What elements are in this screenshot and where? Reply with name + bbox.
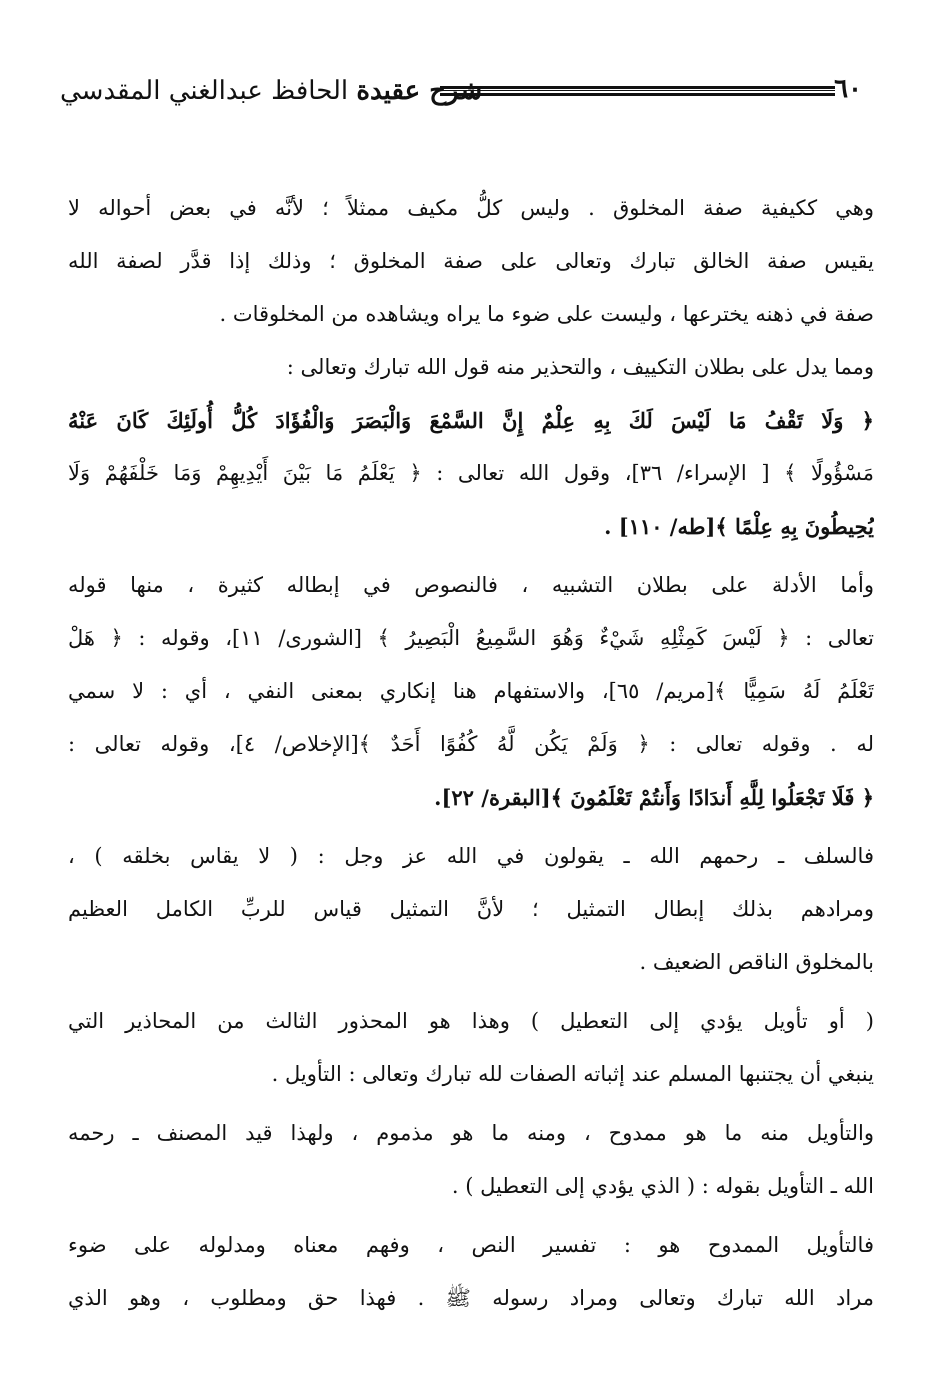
text-line: مَسْؤُولًا ﴾ [ الإسراء/ ٣٦]، وقول الله تعالى : ﴿ يَعْلَمُ مَا بَيْنَ أَيْدِيهِمْ وَمَا خَلْفَهُمْ وَلَا (68, 461, 874, 485)
text-line: تَعْلَمُ لَهُ سَمِيًّا ﴾[مريم/ ٦٥]، والاستفهام هنا إنكاري بمعنى النفي ، أي : لا سمي (68, 679, 874, 703)
paragraph (68, 830, 874, 989)
paragraph (68, 341, 874, 553)
text-line: تعالى : ﴿ لَيْسَ كَمِثْلِهِ شَيْءٌ وَهُوَ السَّمِيعُ الْبَصِيرُ ﴾ [الشورى/ ١١]، وقوله : ﴿ هَلْ (68, 626, 874, 650)
text-line: وهي ككيفية صفة المخلوق . وليس كلُّ مكيف ممثلاً ؛ لأنَّه في بعض أحواله لا (68, 196, 874, 220)
text-line: ينبغي أن يجتنبها المسلم عند إثباته الصفات لله تبارك وتعالى : التأويل . (271, 1062, 874, 1086)
text-line: ومرادهم بذلك إبطال التمثيل ؛ لأنَّ التمثيل قياس للربِّ الكامل العظيم (68, 897, 874, 921)
text-line: ( أو تأويل يؤدي إلى التعطيل ) وهذا هو المحذور الثالث من المحاذير التي (68, 1009, 874, 1033)
text-line: بالمخلوق الناقص الضعيف . (639, 950, 874, 974)
paragraph (68, 559, 874, 824)
book-title-bold: شرح عقيدة (356, 76, 483, 106)
quran-verse-line: ﴿ وَلَا تَقْفُ مَا لَيْسَ لَكَ بِهِ عِلْمٌ إِنَّ السَّمْعَ وَالْبَصَرَ وَالْفُؤَادَ كُلُّ أُولَئِكَ كَانَ عَنْهُ (68, 408, 874, 433)
paragraph (68, 995, 874, 1101)
paragraph (68, 182, 874, 341)
text-line: له . وقوله تعالى : ﴿ وَلَمْ يَكُن لَّهُ كُفُوًا أَحَدٌ ﴾[الإخلاص/ ٤]، وقوله تعالى : (68, 732, 874, 756)
text-line: فالتأويل الممدوح هو : تفسير النص ، وفهم معناه ومدلوله على ضوء (68, 1233, 874, 1257)
text-line: والتأويل منه ما هو ممدوح ، ومنه ما هو مذموم ، ولهذا قيد المصنف ـ رحمه (68, 1121, 874, 1145)
page-number: ٦٠ (834, 74, 862, 104)
book-title (60, 76, 482, 106)
quran-verse-line: يُحِيطُونَ بِهِ عِلْمًا ﴾[طه/ ١١٠] . (604, 514, 874, 539)
header-rule (440, 86, 835, 96)
paragraph (68, 1219, 874, 1325)
text-line: يقيس صفة الخالق تبارك وتعالى على صفة المخلوق ؛ وذلك إذا قدَّر لصفة الله (68, 249, 874, 273)
text-line: وأما الأدلة على بطلان التشبيه ، فالنصوص في إبطاله كثيرة ، منها قوله (68, 573, 874, 597)
book-title-rest: الحافظ عبدالغني المقدسي (60, 76, 349, 106)
running-header (60, 72, 880, 112)
text-line: مراد الله تبارك وتعالى ومراد رسوله ﷺ . فهذا حق ومطلوب ، وهو الذي (68, 1286, 874, 1310)
page-body (68, 182, 874, 1325)
text-line: الله ـ التأويل بقوله : ( الذي يؤدي إلى التعطيل ) . (451, 1174, 874, 1198)
paragraph (68, 1107, 874, 1213)
text-line: صفة في ذهنه يخترعها ، وليست على ضوء ما يراه ويشاهده من المخلوقات . (219, 302, 874, 326)
quran-verse-line: ﴿ فَلَا تَجْعَلُوا لِلَّهِ أَندَادًا وَأَنتُمْ تَعْلَمُونَ ﴾[البقرة/ ٢٢]. (434, 785, 874, 810)
text-line: ومما يدل على بطلان التكييف ، والتحذير منه قول الله تبارك وتعالى : (286, 355, 874, 379)
text-line: فالسلف ـ رحمهم الله ـ يقولون في الله عز وجل : ( لا يقاس بخلقه ) ، (68, 844, 874, 868)
